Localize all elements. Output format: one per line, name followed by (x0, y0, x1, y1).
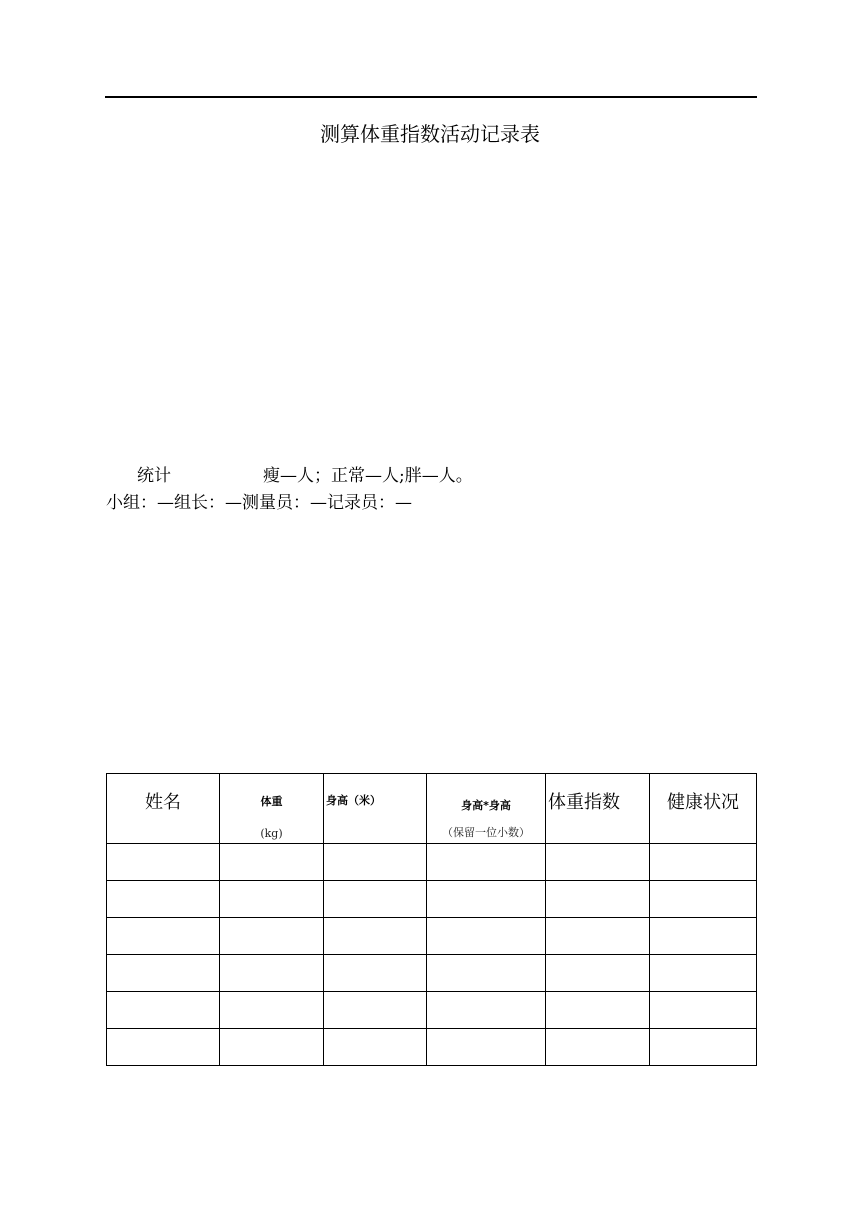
table-cell[interactable] (650, 992, 757, 1029)
table-cell[interactable] (546, 844, 650, 881)
table-cell[interactable] (220, 881, 324, 918)
table-cell[interactable] (427, 1029, 546, 1066)
header-bmi-label: 体重指数 (548, 792, 620, 813)
header-weight (220, 774, 324, 844)
record-table (106, 773, 757, 1066)
table-cell[interactable] (546, 918, 650, 955)
table-cell[interactable] (546, 1029, 650, 1066)
table-row (107, 918, 757, 955)
top-rule (105, 96, 757, 98)
table-cell[interactable] (650, 881, 757, 918)
table-cell[interactable] (650, 918, 757, 955)
header-health-label: 健康状况 (667, 792, 739, 813)
table-row (107, 992, 757, 1029)
header-bmi (546, 774, 650, 844)
table-cell[interactable] (324, 992, 427, 1029)
table-cell[interactable] (107, 1029, 220, 1066)
table-cell[interactable] (650, 1029, 757, 1066)
table-cell[interactable] (220, 1029, 324, 1066)
table-cell[interactable] (546, 992, 650, 1029)
header-weight-unit: (kg) (260, 827, 283, 840)
header-name: 姓名 (107, 774, 220, 844)
table-cell[interactable] (427, 844, 546, 881)
table-cell[interactable] (107, 844, 220, 881)
table-cell[interactable] (324, 955, 427, 992)
table-cell[interactable] (220, 844, 324, 881)
table-cell[interactable] (220, 992, 324, 1029)
table-cell[interactable] (107, 955, 220, 992)
table-row (107, 1029, 757, 1066)
header-height-squared (427, 774, 546, 844)
table-cell[interactable] (427, 881, 546, 918)
table-row (107, 955, 757, 992)
header-health (650, 774, 757, 844)
table-row (107, 881, 757, 918)
header-height-squared-label: 身高*身高 (461, 799, 511, 812)
table-cell[interactable] (427, 992, 546, 1029)
table-cell[interactable] (324, 844, 427, 881)
table-cell[interactable] (427, 918, 546, 955)
table-cell[interactable] (220, 918, 324, 955)
table-cell[interactable] (650, 844, 757, 881)
header-height-label: 身高（米） (326, 794, 381, 807)
table-cell[interactable] (427, 955, 546, 992)
table-cell[interactable] (546, 881, 650, 918)
group-roles-line: 小组：—组长：—测量员：—记录员：— (106, 493, 412, 513)
table-cell[interactable] (546, 955, 650, 992)
table-cell[interactable] (324, 1029, 427, 1066)
table-cell[interactable] (107, 881, 220, 918)
statistics-line (137, 461, 473, 486)
header-height-squared-note: （保留一位小数） (442, 826, 530, 839)
table-cell[interactable] (324, 918, 427, 955)
table-cell[interactable] (324, 881, 427, 918)
header-weight-label: 体重 (260, 795, 283, 808)
table-header-row (107, 774, 757, 844)
statistics-detail: 瘦—人；正常—人;胖—人。 (263, 466, 473, 486)
table-cell[interactable] (107, 992, 220, 1029)
page-title: 测算体重指数活动记录表 (320, 122, 540, 146)
header-height (324, 774, 427, 844)
table-row (107, 844, 757, 881)
statistics-label: 统计 (137, 466, 171, 486)
table-cell[interactable] (107, 918, 220, 955)
table-cell[interactable] (650, 955, 757, 992)
table-cell[interactable] (220, 955, 324, 992)
